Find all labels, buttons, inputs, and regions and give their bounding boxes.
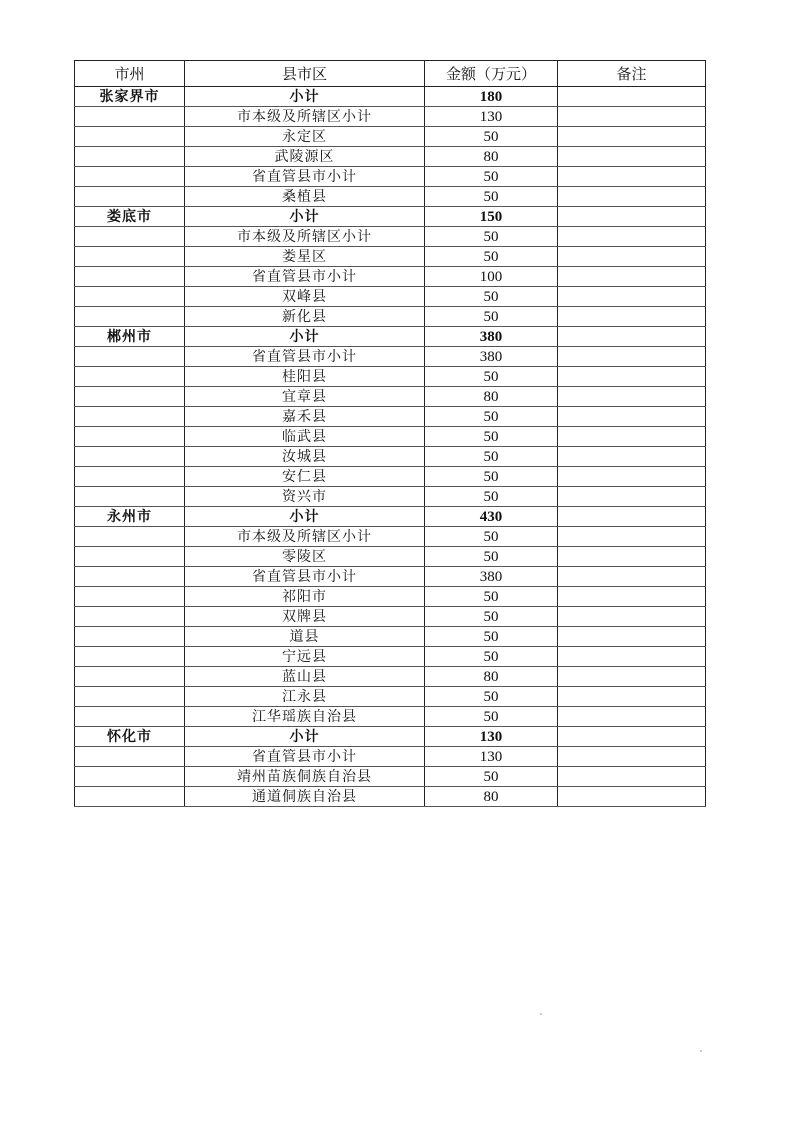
cell-county: 永定区 (185, 127, 425, 147)
cell-city (75, 487, 185, 507)
scan-speck (540, 1013, 542, 1015)
header-amount: 金额（万元） (425, 61, 558, 87)
cell-city: 永州市 (75, 507, 185, 527)
cell-county: 宜章县 (185, 387, 425, 407)
table-row (75, 607, 706, 627)
cell-note (558, 347, 706, 367)
header-county: 县市区 (185, 61, 425, 87)
cell-note (558, 687, 706, 707)
cell-amount: 50 (425, 187, 558, 207)
cell-county: 江永县 (185, 687, 425, 707)
table-row-subtotal (75, 87, 706, 107)
cell-note (558, 247, 706, 267)
table-row (75, 747, 706, 767)
cell-city: 郴州市 (75, 327, 185, 347)
cell-city (75, 267, 185, 287)
cell-city (75, 527, 185, 547)
table-row (75, 627, 706, 647)
cell-city (75, 627, 185, 647)
table-row (75, 667, 706, 687)
cell-county: 宁远县 (185, 647, 425, 667)
cell-amount: 430 (425, 507, 558, 527)
cell-note (558, 507, 706, 527)
cell-city (75, 227, 185, 247)
cell-county: 省直管县市小计 (185, 167, 425, 187)
cell-county: 娄星区 (185, 247, 425, 267)
cell-note (558, 147, 706, 167)
cell-amount: 380 (425, 327, 558, 347)
cell-amount: 80 (425, 147, 558, 167)
header-note: 备注 (558, 61, 706, 87)
cell-county: 资兴市 (185, 487, 425, 507)
table-row-subtotal (75, 727, 706, 747)
table-row-subtotal (75, 327, 706, 347)
table-row (75, 187, 706, 207)
table-row (75, 567, 706, 587)
cell-county: 临武县 (185, 427, 425, 447)
cell-amount: 50 (425, 527, 558, 547)
cell-city (75, 647, 185, 667)
header-row (75, 61, 706, 87)
cell-city (75, 467, 185, 487)
cell-city (75, 687, 185, 707)
cell-note (558, 627, 706, 647)
cell-amount: 50 (425, 447, 558, 467)
cell-note (558, 327, 706, 347)
cell-city: 张家界市 (75, 87, 185, 107)
cell-note (558, 107, 706, 127)
cell-amount: 50 (425, 367, 558, 387)
cell-amount: 80 (425, 667, 558, 687)
cell-city (75, 747, 185, 767)
table-row (75, 387, 706, 407)
cell-county: 小计 (185, 507, 425, 527)
cell-county: 武陵源区 (185, 147, 425, 167)
cell-county: 零陵区 (185, 547, 425, 567)
cell-note (558, 447, 706, 467)
cell-county: 汝城县 (185, 447, 425, 467)
cell-city (75, 587, 185, 607)
cell-county: 市本级及所辖区小计 (185, 527, 425, 547)
cell-note (558, 167, 706, 187)
cell-note (558, 607, 706, 627)
table-row (75, 787, 706, 807)
cell-amount: 50 (425, 127, 558, 147)
cell-county: 省直管县市小计 (185, 267, 425, 287)
cell-city (75, 287, 185, 307)
cell-city (75, 187, 185, 207)
cell-amount: 180 (425, 87, 558, 107)
cell-city: 娄底市 (75, 207, 185, 227)
table-row (75, 107, 706, 127)
scan-speck (700, 1050, 702, 1052)
cell-city (75, 607, 185, 627)
cell-amount: 130 (425, 107, 558, 127)
cell-amount: 50 (425, 767, 558, 787)
table-row (75, 307, 706, 327)
cell-note (558, 527, 706, 547)
header-city: 市州 (75, 61, 185, 87)
table-row (75, 647, 706, 667)
table-row (75, 347, 706, 367)
table-row (75, 367, 706, 387)
cell-amount: 100 (425, 267, 558, 287)
table-row (75, 767, 706, 787)
cell-note (558, 787, 706, 807)
cell-amount: 80 (425, 387, 558, 407)
cell-city (75, 307, 185, 327)
cell-county: 新化县 (185, 307, 425, 327)
cell-city (75, 347, 185, 367)
cell-city (75, 387, 185, 407)
table-row (75, 227, 706, 247)
table-row (75, 707, 706, 727)
cell-city (75, 667, 185, 687)
cell-city (75, 107, 185, 127)
cell-amount: 130 (425, 747, 558, 767)
cell-county: 省直管县市小计 (185, 347, 425, 367)
table-row-subtotal (75, 207, 706, 227)
cell-county: 小计 (185, 727, 425, 747)
cell-county: 小计 (185, 87, 425, 107)
cell-note (558, 707, 706, 727)
cell-amount: 50 (425, 467, 558, 487)
cell-county: 小计 (185, 207, 425, 227)
table-row (75, 407, 706, 427)
cell-county: 靖州苗族侗族自治县 (185, 767, 425, 787)
cell-note (558, 667, 706, 687)
cell-amount: 50 (425, 607, 558, 627)
cell-amount: 50 (425, 487, 558, 507)
cell-amount: 80 (425, 787, 558, 807)
table-row (75, 167, 706, 187)
table-row (75, 267, 706, 287)
table-row (75, 687, 706, 707)
cell-county: 市本级及所辖区小计 (185, 107, 425, 127)
cell-amount: 50 (425, 307, 558, 327)
cell-county: 市本级及所辖区小计 (185, 227, 425, 247)
cell-note (558, 287, 706, 307)
cell-amount: 380 (425, 567, 558, 587)
table-header (75, 61, 706, 87)
cell-note (558, 227, 706, 247)
cell-note (558, 407, 706, 427)
cell-city (75, 767, 185, 787)
table-row (75, 587, 706, 607)
cell-city (75, 247, 185, 267)
cell-county: 小计 (185, 327, 425, 347)
table-row (75, 447, 706, 467)
table-row-subtotal (75, 507, 706, 527)
cell-note (558, 587, 706, 607)
cell-amount: 50 (425, 407, 558, 427)
cell-amount: 50 (425, 707, 558, 727)
cell-city (75, 567, 185, 587)
cell-note (558, 87, 706, 107)
cell-note (558, 187, 706, 207)
cell-amount: 130 (425, 727, 558, 747)
cell-county: 安仁县 (185, 467, 425, 487)
cell-note (558, 567, 706, 587)
cell-city (75, 407, 185, 427)
cell-amount: 50 (425, 647, 558, 667)
cell-note (558, 427, 706, 447)
cell-county: 省直管县市小计 (185, 567, 425, 587)
cell-city: 怀化市 (75, 727, 185, 747)
cell-county: 祁阳市 (185, 587, 425, 607)
cell-note (558, 207, 706, 227)
cell-amount: 150 (425, 207, 558, 227)
cell-amount: 50 (425, 627, 558, 647)
cell-county: 双牌县 (185, 607, 425, 627)
table-row (75, 487, 706, 507)
cell-note (558, 387, 706, 407)
cell-amount: 50 (425, 247, 558, 267)
cell-amount: 50 (425, 167, 558, 187)
cell-county: 道县 (185, 627, 425, 647)
allocation-table (74, 60, 706, 807)
cell-city (75, 147, 185, 167)
table-row (75, 127, 706, 147)
cell-city (75, 427, 185, 447)
cell-amount: 50 (425, 687, 558, 707)
cell-county: 江华瑶族自治县 (185, 707, 425, 727)
cell-city (75, 447, 185, 467)
cell-amount: 50 (425, 547, 558, 567)
cell-county: 通道侗族自治县 (185, 787, 425, 807)
cell-note (558, 487, 706, 507)
table-row (75, 547, 706, 567)
cell-county: 省直管县市小计 (185, 747, 425, 767)
cell-note (558, 547, 706, 567)
cell-amount: 50 (425, 227, 558, 247)
table-row (75, 287, 706, 307)
cell-city (75, 367, 185, 387)
table-row (75, 147, 706, 167)
table-body (75, 87, 706, 807)
cell-amount: 50 (425, 287, 558, 307)
cell-note (558, 647, 706, 667)
cell-city (75, 167, 185, 187)
cell-amount: 50 (425, 587, 558, 607)
cell-county: 桑植县 (185, 187, 425, 207)
cell-note (558, 467, 706, 487)
cell-note (558, 727, 706, 747)
table-row (75, 467, 706, 487)
cell-note (558, 767, 706, 787)
cell-city (75, 127, 185, 147)
cell-county: 嘉禾县 (185, 407, 425, 427)
cell-amount: 50 (425, 427, 558, 447)
cell-city (75, 547, 185, 567)
cell-note (558, 127, 706, 147)
cell-city (75, 707, 185, 727)
table-row (75, 527, 706, 547)
cell-county: 桂阳县 (185, 367, 425, 387)
cell-amount: 380 (425, 347, 558, 367)
cell-county: 蓝山县 (185, 667, 425, 687)
cell-note (558, 307, 706, 327)
cell-city (75, 787, 185, 807)
table-row (75, 247, 706, 267)
cell-note (558, 367, 706, 387)
cell-note (558, 267, 706, 287)
table-row (75, 427, 706, 447)
cell-county: 双峰县 (185, 287, 425, 307)
cell-note (558, 747, 706, 767)
